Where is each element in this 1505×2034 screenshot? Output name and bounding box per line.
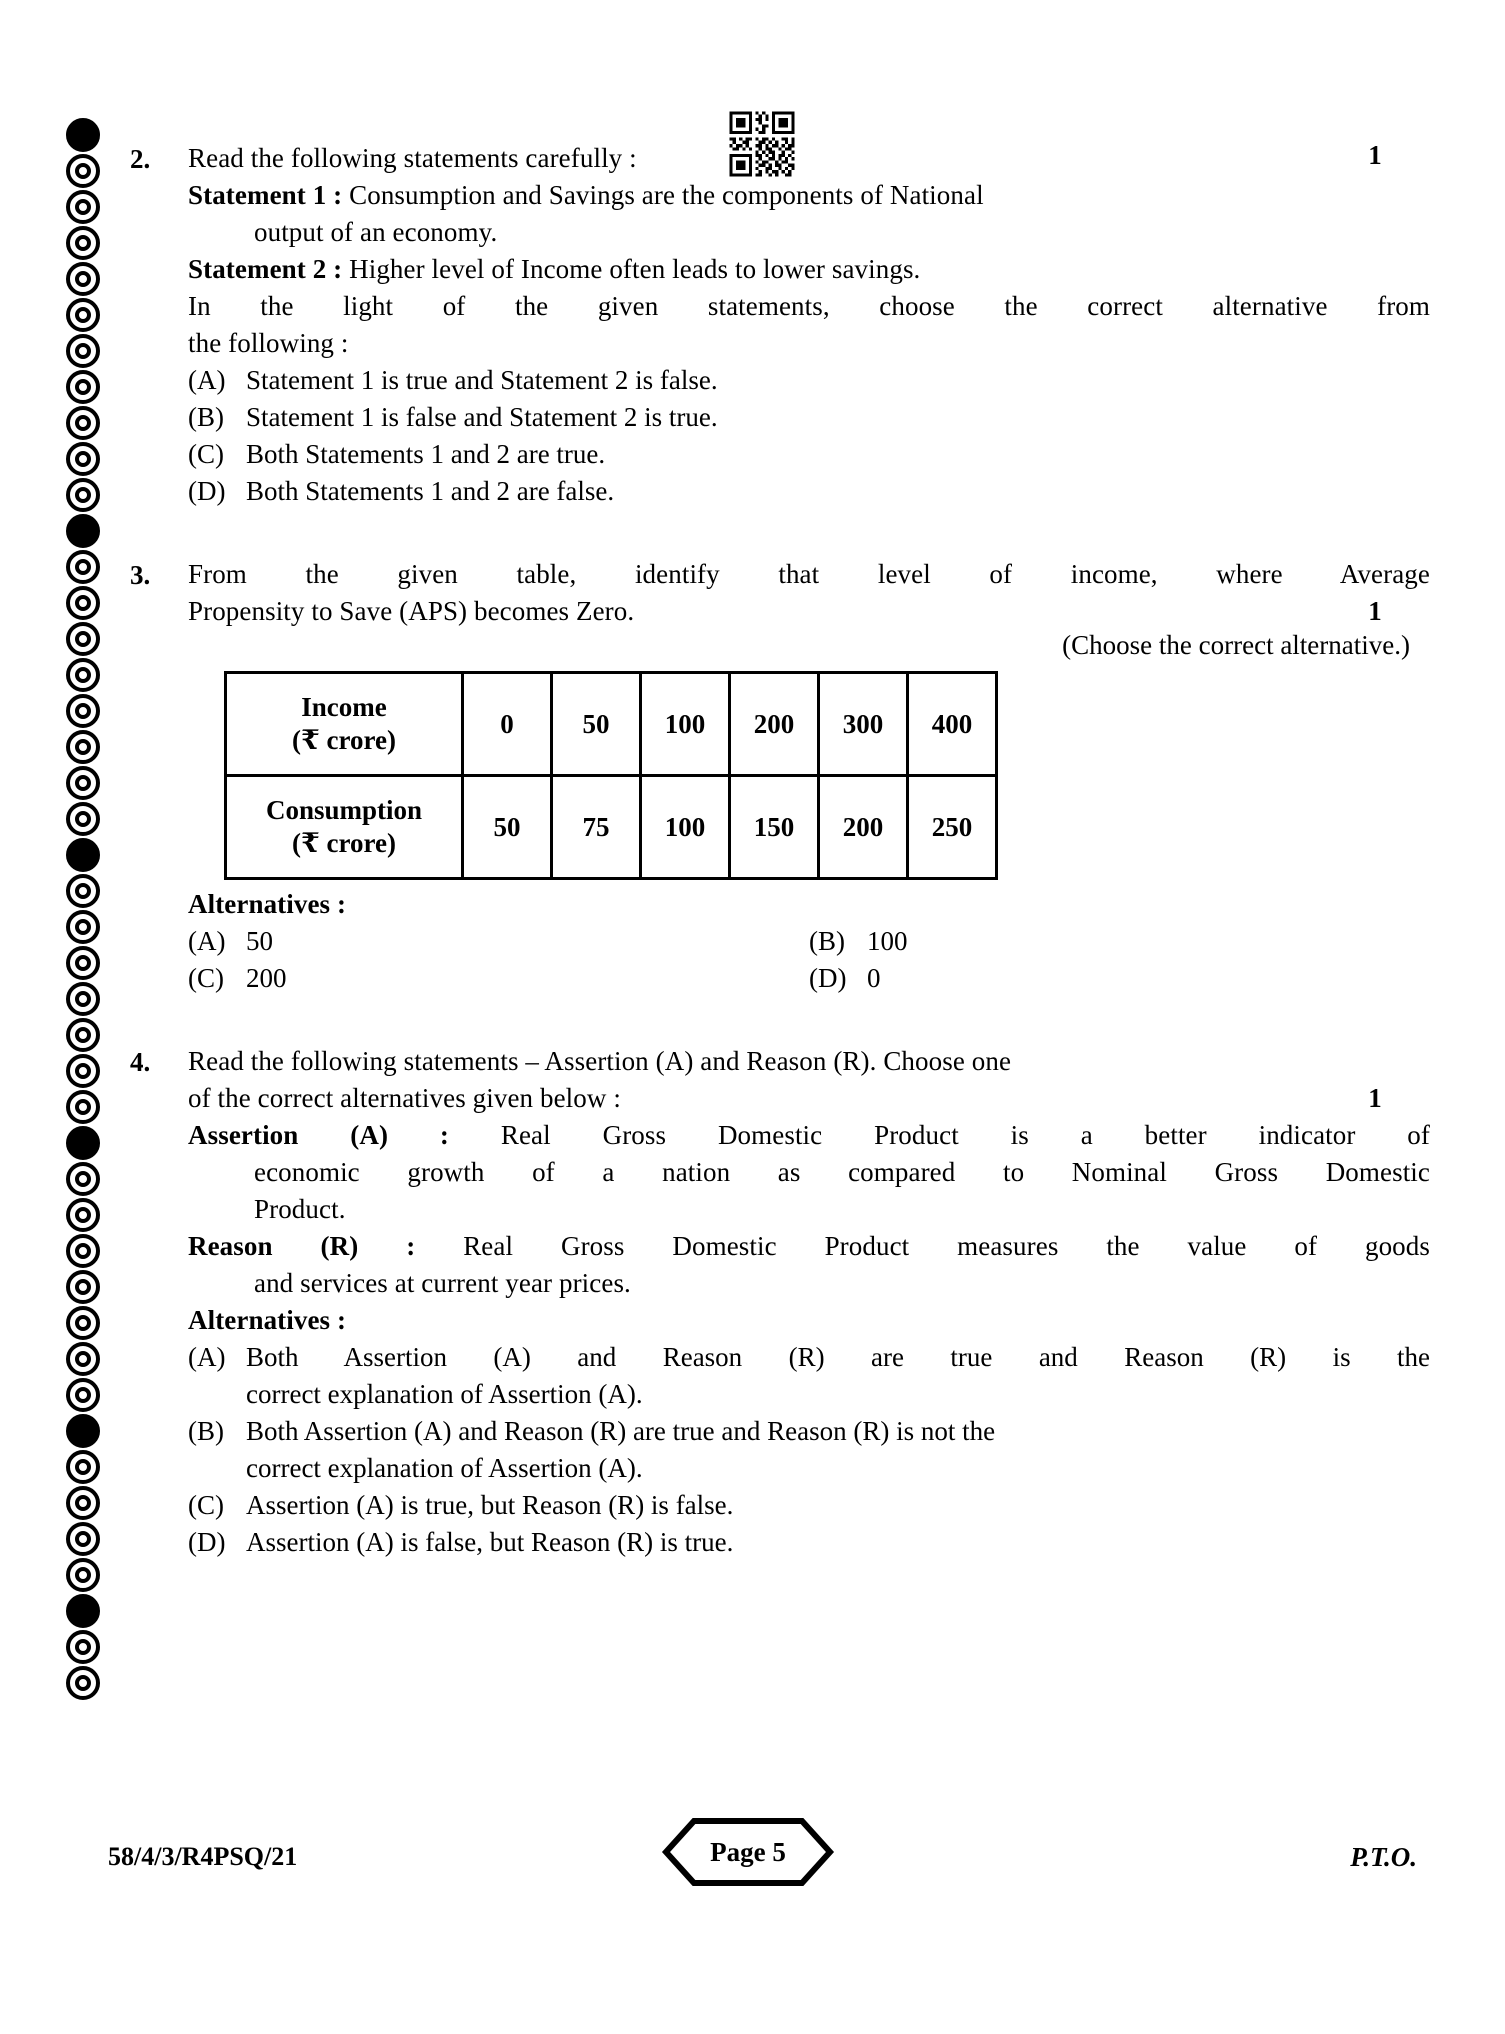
- question-2-stem: Read the following statements carefully :: [188, 143, 637, 173]
- row-header-income: [226, 673, 463, 776]
- reason-text-cont: and services at current year prices.: [254, 1268, 631, 1298]
- row-header-line-2: (₹ crore): [292, 725, 396, 755]
- binding-hole: [66, 1450, 100, 1484]
- question-2-option-d[interactable]: [188, 473, 1430, 510]
- question-2-instruction-line-1: In the light of the given statements, choose the correct alternative from: [188, 291, 1430, 321]
- option-text-line-2: correct explanation of Assertion (A).: [246, 1379, 643, 1409]
- question-3-stem-line-2: Propensity to Save (APS) becomes Zero.: [188, 596, 635, 626]
- binding-hole: [66, 406, 100, 440]
- option-label: (A): [188, 365, 226, 395]
- binding-hole: [66, 1630, 100, 1664]
- binding-hole: [66, 694, 100, 728]
- binding-hole: [66, 1558, 100, 1592]
- binding-hole: [66, 1090, 100, 1124]
- binding-hole: [66, 1234, 100, 1268]
- cell-consumption-1: 75: [552, 776, 641, 879]
- binding-hole: [66, 1126, 100, 1160]
- statement-1-text-cont: output of an economy.: [254, 217, 498, 247]
- cell-consumption-3: 150: [730, 776, 819, 879]
- question-3-number: 3.: [130, 560, 151, 590]
- binding-hole: [66, 838, 100, 872]
- question-3-option-a[interactable]: [188, 923, 809, 960]
- binding-hole: [66, 118, 100, 152]
- binding-hole: [66, 442, 100, 476]
- option-label: (D): [188, 1527, 226, 1557]
- option-text-line-1: Both Assertion (A) and Reason (R) are true and Reason (R) is not the: [246, 1416, 996, 1446]
- assertion-text: Real Gross Domestic Product is a better indicator of: [500, 1120, 1431, 1150]
- option-label: (C): [188, 439, 224, 469]
- question-4-option-b[interactable]: [188, 1413, 1430, 1487]
- option-label: (C): [188, 963, 224, 993]
- binding-hole: [66, 370, 100, 404]
- cell-consumption-0: 50: [463, 776, 552, 879]
- option-text-line-2: correct explanation of Assertion (A).: [246, 1453, 643, 1483]
- question-2-option-c[interactable]: [188, 436, 1430, 473]
- cell-consumption-5: 250: [908, 776, 997, 879]
- cell-income-5: 400: [908, 673, 997, 776]
- question-4-reason: [188, 1228, 1430, 1265]
- income-consumption-table: [224, 671, 998, 880]
- assertion-text-cont-1: economic growth of a nation as compared to Nominal Gross Domestic: [254, 1157, 1430, 1187]
- row-header-consumption: [226, 776, 463, 879]
- question-3-option-c[interactable]: [188, 960, 809, 997]
- option-label: (D): [809, 963, 847, 993]
- option-text: Assertion (A) is false, but Reason (R) is true.: [246, 1527, 734, 1557]
- binding-hole: [66, 190, 100, 224]
- question-4-marks: 1: [1368, 1083, 1382, 1113]
- option-text: 100: [867, 926, 908, 956]
- binding-hole: [66, 622, 100, 656]
- binding-hole: [66, 910, 100, 944]
- binding-hole: [66, 946, 100, 980]
- row-header-line-2: (₹ crore): [292, 828, 396, 858]
- question-3-option-b[interactable]: [809, 923, 1430, 960]
- reason-label: Reason (R) :: [188, 1231, 416, 1261]
- question-4-option-a[interactable]: [188, 1339, 1430, 1413]
- option-text: [246, 1339, 1430, 1413]
- cell-income-3: 200: [730, 673, 819, 776]
- binding-hole: [66, 586, 100, 620]
- option-text: [246, 1413, 1430, 1487]
- binding-hole: [66, 262, 100, 296]
- question-3-option-d[interactable]: [809, 960, 1430, 997]
- statement-2-text: Higher level of Income often leads to lower savings.: [349, 254, 921, 284]
- binding-hole: [66, 802, 100, 836]
- assertion-text-cont-2: Product.: [254, 1194, 346, 1224]
- question-3-stem-line-1: From the given table, identify that level of income, where Average: [188, 559, 1430, 589]
- statement-1-text: Consumption and Savings are the components of National: [349, 180, 984, 210]
- option-text: Statement 1 is true and Statement 2 is false.: [246, 365, 718, 395]
- table-row-consumption: [226, 776, 997, 879]
- option-text: Both Statements 1 and 2 are true.: [246, 439, 606, 469]
- binding-hole: [66, 1306, 100, 1340]
- page-number-badge: [638, 1816, 858, 1888]
- binding-hole: [66, 766, 100, 800]
- question-4-option-c[interactable]: [188, 1487, 1430, 1524]
- cell-income-4: 300: [819, 673, 908, 776]
- paper-code: 58/4/3/R4PSQ/21: [108, 1842, 298, 1871]
- option-label: (B): [188, 402, 224, 432]
- option-text: 200: [246, 963, 287, 993]
- binding-hole: [66, 1378, 100, 1412]
- cell-income-2: 100: [641, 673, 730, 776]
- page-footer: [108, 1838, 1445, 1898]
- question-4-option-d[interactable]: [188, 1524, 1430, 1561]
- question-2-marks: 1: [1368, 140, 1382, 170]
- cell-income-1: 50: [552, 673, 641, 776]
- option-label: (C): [188, 1490, 224, 1520]
- row-header-line-1: Income: [301, 692, 387, 722]
- binding-hole: [66, 1522, 100, 1556]
- question-2-statement-2: [188, 251, 1430, 288]
- option-label: (B): [809, 926, 845, 956]
- option-text-line-1: Both Assertion (A) and Reason (R) are true and Reason (R) is the: [246, 1342, 1430, 1372]
- question-4-assertion: [188, 1117, 1430, 1154]
- question-4: [130, 1043, 1430, 1561]
- option-label: (D): [188, 476, 226, 506]
- binding-hole: [66, 226, 100, 260]
- option-label: (A): [188, 1342, 226, 1372]
- question-2-statement-1: [188, 177, 1430, 214]
- question-content: [130, 140, 1430, 1561]
- binding-hole: [66, 730, 100, 764]
- table-row-income: [226, 673, 997, 776]
- cell-consumption-2: 100: [641, 776, 730, 879]
- option-text: Statement 1 is false and Statement 2 is true.: [246, 402, 718, 432]
- binding-hole: [66, 1054, 100, 1088]
- option-text: 0: [867, 963, 881, 993]
- binding-hole: [66, 478, 100, 512]
- reason-text: Real Gross Domestic Product measures the value of goods: [463, 1231, 1430, 1261]
- statement-1-label: Statement 1 :: [188, 180, 343, 210]
- binding-hole: [66, 1018, 100, 1052]
- binding-hole: [66, 514, 100, 548]
- question-4-number: 4.: [130, 1047, 151, 1077]
- question-3-marks: 1: [1368, 596, 1382, 626]
- question-2-option-b[interactable]: [188, 399, 1430, 436]
- binding-hole: [66, 1666, 100, 1700]
- option-label: (B): [188, 1416, 224, 1446]
- assertion-label: Assertion (A) :: [188, 1120, 449, 1150]
- binding-hole: [66, 298, 100, 332]
- binding-hole: [66, 550, 100, 584]
- binding-hole: [66, 334, 100, 368]
- binding-hole: [66, 658, 100, 692]
- binding-hole: [66, 1414, 100, 1448]
- option-label: (A): [188, 926, 226, 956]
- cell-consumption-4: 200: [819, 776, 908, 879]
- binding-hole: [66, 1198, 100, 1232]
- page-number-label: Page 5: [710, 1836, 786, 1867]
- question-3-choose-note: (Choose the correct alternative.): [1062, 630, 1410, 660]
- question-4-stem-line-2: of the correct alternatives given below :: [188, 1083, 621, 1113]
- statement-2-label: Statement 2 :: [188, 254, 343, 284]
- question-2-number: 2.: [130, 144, 151, 174]
- binding-hole: [66, 1342, 100, 1376]
- question-2-instruction-line-2: the following :: [188, 328, 349, 358]
- row-header-line-1: Consumption: [265, 795, 423, 825]
- question-2: [130, 140, 1430, 510]
- question-3: [130, 556, 1430, 997]
- binding-hole: [66, 1594, 100, 1628]
- binding-hole: [66, 1162, 100, 1196]
- binding-hole: [66, 1270, 100, 1304]
- question-4-alternatives-label: Alternatives :: [188, 1305, 347, 1335]
- binding-hole: [66, 982, 100, 1016]
- question-3-alternatives-label: Alternatives :: [188, 889, 347, 919]
- cell-income-0: 0: [463, 673, 552, 776]
- question-2-option-a[interactable]: [188, 362, 1430, 399]
- binding-hole: [66, 154, 100, 188]
- pto-label: P.T.O.: [1350, 1842, 1417, 1872]
- question-4-stem-line-1: Read the following statements – Assertion (A) and Reason (R). Choose one: [188, 1046, 1012, 1076]
- binding-hole: [66, 1486, 100, 1520]
- spiral-binding-holes: [62, 118, 104, 1848]
- binding-hole: [66, 874, 100, 908]
- option-text: 50: [246, 926, 273, 956]
- option-text: Assertion (A) is true, but Reason (R) is false.: [246, 1490, 734, 1520]
- option-text: Both Statements 1 and 2 are false.: [246, 476, 615, 506]
